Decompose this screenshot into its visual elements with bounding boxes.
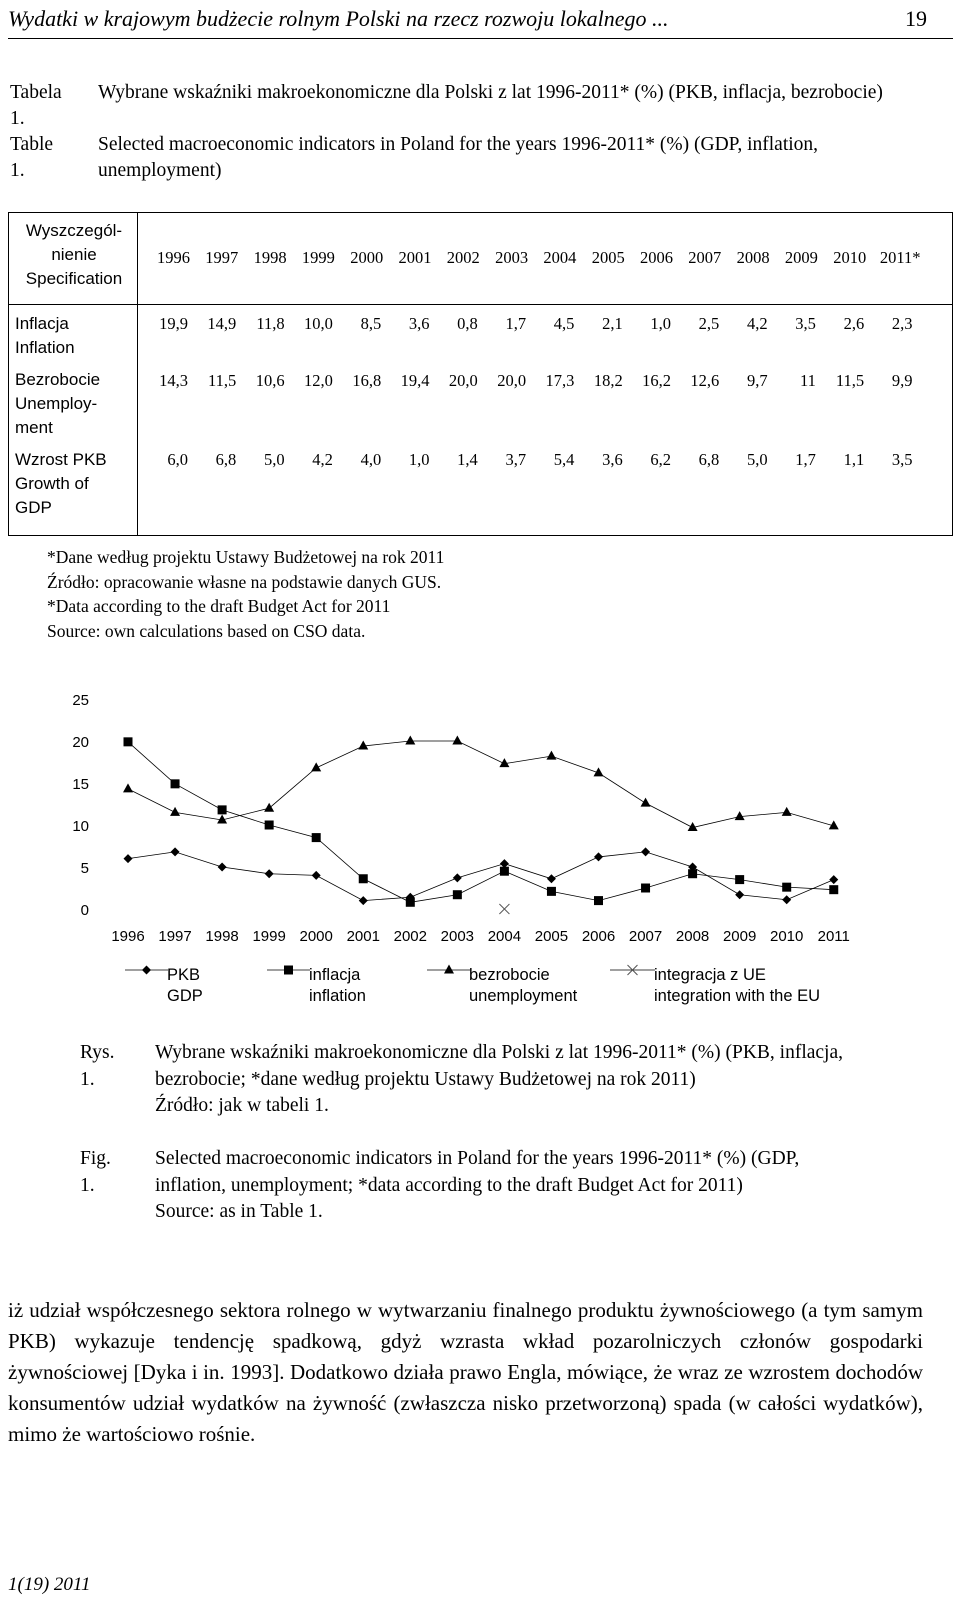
table-value-cell: 4,2 <box>746 314 768 333</box>
table-value-cell: 1,7 <box>505 314 527 333</box>
data-point-square <box>171 779 180 788</box>
row-label-line: GDP <box>15 498 52 517</box>
issue-footer: 1(19) 2011 <box>8 1574 91 1595</box>
data-point-diamond <box>453 873 462 882</box>
table-value-cell: 18,2 <box>593 371 623 390</box>
table-value-cell: 3,5 <box>795 314 816 333</box>
data-point-diamond <box>735 890 744 899</box>
table-value-cell: 14,3 <box>159 371 188 390</box>
legend-label-en: integration with the EU <box>654 987 821 1005</box>
legend-symbol-square <box>284 966 293 975</box>
data-point-square <box>359 874 368 883</box>
table-value-cell: 9,7 <box>746 371 768 390</box>
data-point-triangle <box>641 798 651 807</box>
year-header-cell: 2004 <box>543 248 577 267</box>
data-point-triangle <box>123 783 133 792</box>
x-tick-label: 2009 <box>722 928 757 945</box>
table-value-cell: 20,0 <box>448 371 478 390</box>
spec-header-line: Specification <box>25 269 123 288</box>
y-tick-label: 5 <box>80 860 89 877</box>
note-line: Źródło: opracowanie własne na podstawie danych GUS. <box>47 571 442 592</box>
series-line-square <box>128 742 834 902</box>
x-tick-label: 2010 <box>770 928 804 945</box>
running-title: Wydatki w krajowym budżecie rolnym Polski na rzecz rozwoju lokalnego ... <box>8 6 669 31</box>
row-label-line: Bezrobocie <box>15 370 101 389</box>
y-tick-label: 10 <box>72 818 89 835</box>
legend-item-inflation <box>309 965 366 1007</box>
data-point-square <box>500 867 509 876</box>
x-tick-label: 1996 <box>111 928 145 945</box>
row-label-line: Inflation <box>15 338 75 357</box>
data-point-diamond <box>218 863 227 872</box>
series-line-triangle <box>128 741 834 828</box>
note-line: Source: own calculations based on CSO data. <box>47 620 366 641</box>
table-value-cell: 16,8 <box>352 371 382 390</box>
y-tick-label: 15 <box>72 776 89 793</box>
x-tick-label: 2005 <box>534 928 569 945</box>
row-labels-cell <box>9 305 138 536</box>
spec-header-line: Wyszczegól- <box>25 221 123 240</box>
data-point-square <box>829 885 838 894</box>
x-tick-label: 1999 <box>252 928 286 945</box>
data-point-diamond <box>829 875 838 884</box>
table-value-cell: 5,0 <box>746 450 768 469</box>
figure-caption-pl-text-block <box>155 1040 855 1120</box>
data-point-diamond <box>359 896 368 905</box>
data-point-square <box>312 833 321 842</box>
legend-item-unemployment <box>469 965 577 1007</box>
page-number: 19 <box>905 6 927 31</box>
table-value-cell: 3,7 <box>505 450 527 469</box>
table-caption-en-text: Selected macroeconomic indicators in Poland for the years 1996-2011* (%) (GDP, inflation, unemployment) <box>98 134 819 181</box>
table-value-cell: 4,0 <box>360 450 382 469</box>
legend-label-pl: bezrobocie <box>469 966 550 984</box>
year-header-cell: 1997 <box>205 248 239 267</box>
data-point-triangle <box>735 811 745 820</box>
table-value-cell: 6,8 <box>215 450 237 469</box>
year-header-cell: 2000 <box>350 248 384 267</box>
year-header-cell: 2006 <box>640 248 673 267</box>
x-tick-label: 2006 <box>581 928 616 945</box>
year-header-cell: 2009 <box>784 248 818 267</box>
table-value-cell: 8,5 <box>360 314 382 333</box>
table-value-cell: 1,7 <box>795 450 816 469</box>
x-tick-label: 2002 <box>393 928 427 945</box>
year-header-cell: 2001 <box>398 248 432 267</box>
table-value-cell: 16,2 <box>642 371 671 390</box>
data-point-square <box>265 821 274 830</box>
y-tick-label: 20 <box>72 734 89 751</box>
data-point-triangle <box>358 741 368 750</box>
legend-item-gdp <box>167 965 203 1007</box>
table-value-cell: 9,9 <box>891 371 913 390</box>
data-point-triangle <box>311 762 321 771</box>
table-value-cell: 20,0 <box>497 371 527 390</box>
year-header-cell: 1998 <box>253 248 287 267</box>
legend-item-eu <box>654 965 820 1007</box>
table-value-cell: 12,0 <box>304 371 333 390</box>
figure-caption-pl-source: Źródło: jak w tabeli 1. <box>155 1095 329 1116</box>
data-point-triangle <box>170 807 180 816</box>
data-point-diamond <box>265 869 274 878</box>
figure-caption-pl-label: Rys. 1. <box>80 1042 115 1090</box>
table-value-cell: 1,1 <box>843 450 865 469</box>
table-value-cell: 3,6 <box>602 450 623 469</box>
legend-symbol-triangle <box>444 965 454 974</box>
table-value-cell: 3,6 <box>408 314 430 333</box>
data-point-square <box>547 887 556 896</box>
table-value-cell: 5,4 <box>553 450 575 469</box>
table-value-cell: 19,4 <box>400 371 430 390</box>
table-body-row <box>9 305 953 536</box>
data-point-diamond <box>594 852 603 861</box>
row-label-line: ment <box>15 418 53 437</box>
figure-caption-en-text: Selected macroeconomic indicators in Poland for the years 1996-2011* (%) (GDP, inflation, unemployment; *data according to the draft Budget Act for 2011) <box>155 1148 800 1196</box>
table-value-cell: 2,3 <box>891 314 913 333</box>
legend-symbol-diamond <box>142 966 151 975</box>
table-header-row <box>9 213 953 305</box>
table-value-cell: 6,0 <box>167 450 188 469</box>
table-value-cell: 11,5 <box>208 371 237 390</box>
table-value-cell: 14,9 <box>207 314 237 333</box>
data-point-triangle <box>405 736 415 745</box>
note-line: *Data according to the draft Budget Act for 2011 <box>47 596 391 616</box>
y-tick-label: 0 <box>80 902 89 919</box>
row-label-unemployment <box>15 368 100 440</box>
data-point-triangle <box>782 807 792 816</box>
x-tick-label: 2007 <box>628 928 663 945</box>
x-tick-label: 1998 <box>205 928 239 945</box>
legend-label-pl: integracja z UE <box>654 966 766 984</box>
body-paragraph: iż udział współczesnego sektora rolnego w wytwarzaniu finalnego produktu żywnościowego (a tym samym PKB) wykazuje tendencję spadkową, gdyż wzrasta wkład pozarolniczych członów gospodarki żywnościowej [Dyka i in. 1993]. Dodatkowo działa prawo Engla, mówiące, że wraz ze wzrostem dochodów konsumentów udział wydatków na żywność (zwłaszcza nisko przetworzoną) spada (w całości wydatków), mimo że wartościowo rośnie. <box>8 1298 923 1446</box>
year-header-cell: 2002 <box>446 248 480 267</box>
figure-caption-en-source: Source: as in Table 1. <box>155 1201 323 1222</box>
table-caption-pl-text: Wybrane wskaźniki makroekonomiczne dla Polski z lat 1996-2011* (%) (PKB, inflacja, bezrobocie) <box>98 82 883 103</box>
data-point-square <box>594 896 603 905</box>
table-caption-en-label: Table 1. <box>10 134 54 181</box>
data-point-diamond <box>641 847 650 856</box>
year-header-cell: 2005 <box>591 248 625 267</box>
row-label-line: Wzrost PKB <box>15 450 107 469</box>
table-value-cell: 12,6 <box>690 371 720 390</box>
table-value-cell: 10,6 <box>255 371 285 390</box>
note-line: *Dane według projektu Ustawy Budżetowej na rok 2011 <box>47 547 445 567</box>
data-point-triangle <box>452 736 462 745</box>
table-value-cell: 11,8 <box>256 314 285 333</box>
data-point-square <box>641 884 650 893</box>
table-value-cell: 11,5 <box>835 371 865 390</box>
spec-header-line: nienie <box>51 245 97 264</box>
year-header-cell: 2008 <box>736 248 770 267</box>
figure-caption-en-text-block <box>155 1146 855 1226</box>
indicators-table <box>8 212 953 536</box>
figure-caption-en-label: Fig. 1. <box>80 1148 111 1196</box>
year-header-cell: 2010 <box>833 248 867 267</box>
data-point-square <box>688 869 697 878</box>
data-point-square <box>218 805 227 814</box>
table-value-cell: 2,1 <box>602 314 623 333</box>
table-value-cell: 5,0 <box>263 450 285 469</box>
x-tick-label: 2000 <box>299 928 333 945</box>
table-value-cell: 3,5 <box>891 450 913 469</box>
data-point-diamond <box>782 895 791 904</box>
data-point-square <box>406 898 415 907</box>
legend-label-pl: PKB <box>167 966 201 984</box>
x-tick-label: 2011 <box>817 928 850 945</box>
row-label-gdp-growth <box>15 448 107 520</box>
table-value-cell: 6,8 <box>698 450 720 469</box>
spec-header-cell <box>9 213 138 305</box>
table-value-cell: 4,5 <box>553 314 575 333</box>
running-head <box>8 4 953 39</box>
years-cell <box>138 213 953 305</box>
data-point-square <box>453 890 462 899</box>
x-tick-label: 2003 <box>440 928 475 945</box>
legend-label-en: inflation <box>309 987 366 1005</box>
values-cell <box>138 305 953 536</box>
row-label-line: Inflacja <box>15 314 69 333</box>
data-point-diamond <box>547 874 556 883</box>
row-label-line: Unemploy- <box>15 394 98 413</box>
x-tick-label: 1997 <box>158 928 192 945</box>
legend-label-en: unemployment <box>469 987 578 1005</box>
series-line-diamond <box>128 852 834 901</box>
table-value-cell: 2,6 <box>843 314 865 333</box>
x-tick-label: 2008 <box>675 928 710 945</box>
data-point-triangle <box>499 758 509 767</box>
data-point-square <box>782 883 791 892</box>
table-value-cell: 11 <box>800 371 816 390</box>
table-value-cell: 19,9 <box>159 314 188 333</box>
year-header-cell: 1999 <box>301 248 335 267</box>
data-point-diamond <box>312 871 321 880</box>
x-tick-label: 2004 <box>487 928 522 945</box>
y-tick-label: 25 <box>72 692 89 709</box>
data-point-diamond <box>171 847 180 856</box>
data-point-diamond <box>124 854 133 863</box>
data-point-triangle <box>546 751 556 760</box>
year-header-cell: 2011* <box>879 248 921 267</box>
table-value-cell: 17,3 <box>545 371 575 390</box>
row-label-line: Growth of <box>15 474 89 493</box>
table-value-cell: 4,2 <box>312 450 333 469</box>
table-value-cell: 1,4 <box>457 450 478 469</box>
year-header-cell: 1996 <box>157 248 190 267</box>
table-value-cell: 6,2 <box>650 450 671 469</box>
year-header-cell: 2007 <box>688 248 722 267</box>
data-point-square <box>735 875 744 884</box>
legend-label-en: GDP <box>167 987 203 1005</box>
figure-caption-pl-text: Wybrane wskaźniki makroekonomiczne dla Polski z lat 1996-2011* (%) (PKB, inflacja, bezrobocie; *dane według projektu Ustawy Budżetowej na rok 2011) <box>155 1042 844 1090</box>
data-point-square <box>124 737 133 746</box>
table-value-cell: 1,0 <box>408 450 430 469</box>
row-label-inflation <box>15 312 75 360</box>
year-header-cell: 2003 <box>495 248 529 267</box>
legend-label-pl: inflacja <box>309 966 361 984</box>
table-value-cell: 2,5 <box>698 314 720 333</box>
table-value-cell: 10,0 <box>304 314 333 333</box>
x-tick-label: 2001 <box>346 928 380 945</box>
table-value-cell: 1,0 <box>650 314 671 333</box>
table-caption-pl-label: Tabela 1. <box>10 82 62 129</box>
table-notes <box>47 545 444 643</box>
table-value-cell: 0,8 <box>457 314 478 333</box>
data-point-triangle <box>264 803 274 812</box>
